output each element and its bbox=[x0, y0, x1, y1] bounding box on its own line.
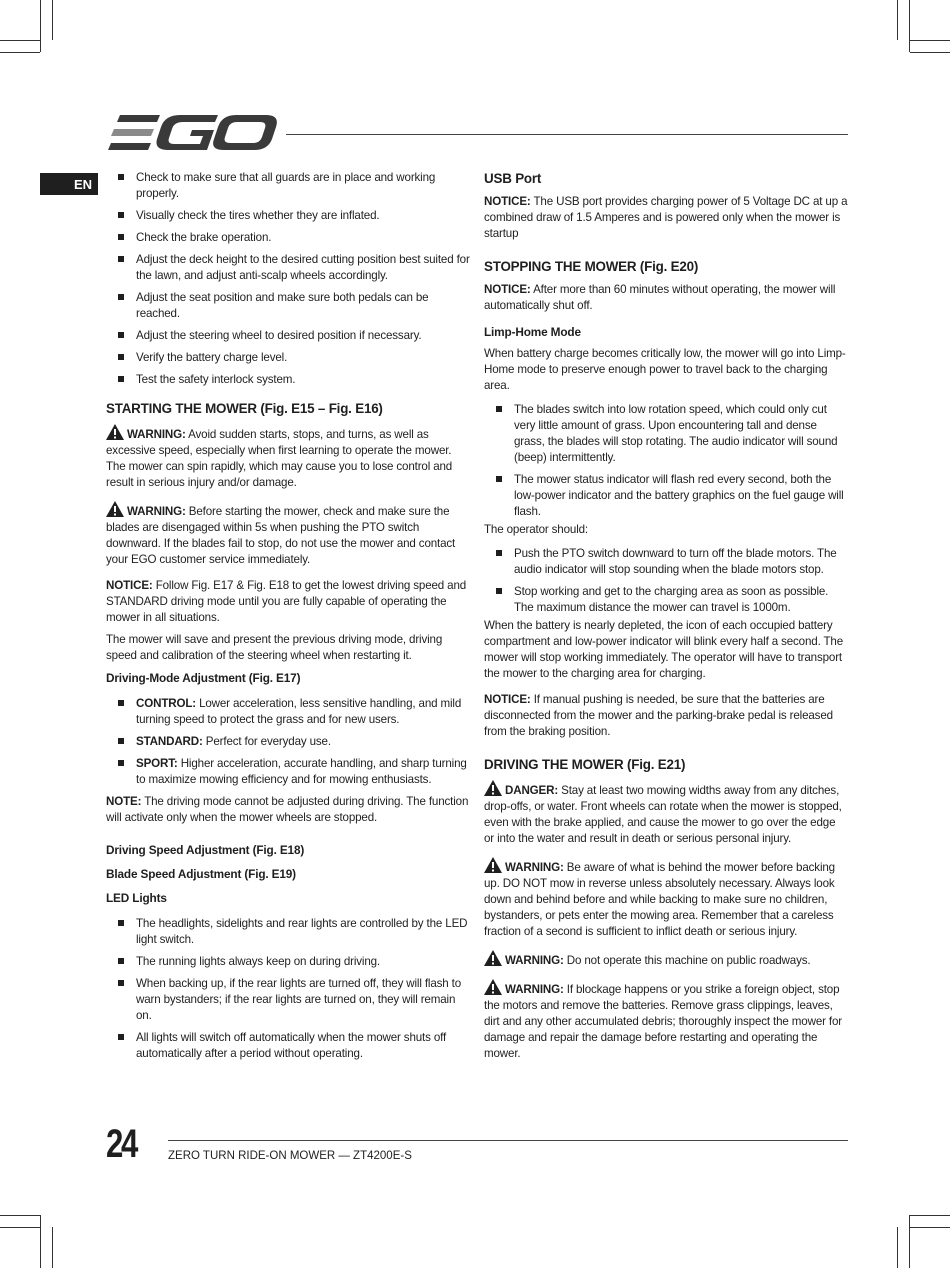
list-item: Test the safety interlock system. bbox=[106, 372, 472, 388]
mode-label: SPORT: bbox=[136, 757, 178, 770]
warning-text: Avoid sudden starts, stops, and turns, as well as excessive speed, especially when first learning to operate the mower. The mower can spin rapidly, which may cause you to lose control and result in serious injury and/or damage. bbox=[106, 428, 453, 489]
ego-logo bbox=[108, 113, 278, 153]
footer-title: ZERO TURN RIDE-ON MOWER — ZT4200E-S bbox=[168, 1150, 412, 1162]
driving-heading: DRIVING THE MOWER (Fig. E21) bbox=[484, 757, 686, 772]
crop-mark bbox=[910, 40, 950, 41]
list-item: Adjust the seat position and make sure both pedals can be reached. bbox=[106, 290, 472, 322]
warning-icon bbox=[484, 950, 502, 966]
depleted-paragraph: When the battery is nearly depleted, the icon of each occupied battery compartment and low-power indicator will blink every half a second. The mower will stop working immediately. The operator will have to transport the mower to the charging area for charging. bbox=[484, 619, 844, 680]
usb-heading: USB Port bbox=[484, 171, 542, 186]
danger-text: Stay at least two mowing widths away from any ditches, drop-offs, or water. Front wheels can rotate when the mower is stopped, even with the brake applied, and cause the mower to go over the edge or into the water and result in death or serious personal injury. bbox=[484, 784, 842, 845]
notice-text: If manual pushing is needed, be sure that the batteries are disconnected from the mower and the parking-brake pedal is released from the braking position. bbox=[484, 693, 833, 738]
language-tab bbox=[40, 173, 98, 195]
notice-paragraph bbox=[106, 578, 472, 626]
crop-mark bbox=[910, 52, 950, 53]
crop-mark bbox=[897, 0, 898, 40]
mode-text: Higher acceleration, accurate handling, and sharp turning to maximize mowing efficiency and for mowing enthusiasts. bbox=[136, 757, 467, 786]
crop-mark bbox=[0, 1215, 40, 1216]
right-column bbox=[484, 170, 848, 1068]
header-rule bbox=[286, 134, 848, 135]
warning-text: Do not operate this machine on public roadways. bbox=[566, 954, 811, 967]
notice-paragraph bbox=[484, 692, 848, 740]
list-item: Adjust the deck height to the desired cutting position best suited for the lawn, and adjust anti-scalp wheels accordingly. bbox=[106, 252, 472, 284]
list-item: Stop working and get to the charging area as soon as possible. The maximum distance the mower can travel is 1000m. bbox=[484, 584, 848, 616]
warning-label: WARNING: bbox=[505, 861, 564, 874]
mode-item bbox=[106, 696, 472, 728]
mode-label: STANDARD: bbox=[136, 735, 203, 748]
crop-mark bbox=[0, 40, 40, 41]
blade-speed-heading: Blade Speed Adjustment (Fig. E19) bbox=[106, 867, 296, 881]
warning-paragraph bbox=[484, 979, 848, 1062]
page-number: 24 bbox=[106, 1122, 137, 1166]
list-item: When backing up, if the rear lights are turned off, they will flash to warn bystanders; if the rear lights are turned on, they will remain on. bbox=[106, 976, 472, 1024]
warning-text: Before starting the mower, check and make sure the blades are disengaged within 5s when pushing the PTO switch downward. If the blades fail to stop, do not use the mower and contact your EGO customer service immediately. bbox=[106, 505, 456, 566]
crop-mark bbox=[910, 1215, 950, 1216]
driving-speed-heading: Driving Speed Adjustment (Fig. E18) bbox=[106, 843, 305, 857]
warning-icon bbox=[106, 501, 124, 517]
list-item: Push the PTO switch downward to turn off the blade motors. The audio indicator will stop sounding when the blade motors stop. bbox=[484, 546, 848, 578]
warning-paragraph bbox=[484, 950, 848, 969]
crop-mark bbox=[0, 1227, 40, 1228]
starting-heading: STARTING THE MOWER (Fig. E15 – Fig. E16) bbox=[106, 401, 383, 416]
list-item: Verify the battery charge level. bbox=[106, 350, 472, 366]
led-list bbox=[106, 916, 472, 1062]
crop-mark bbox=[0, 52, 40, 53]
mode-text: Lower acceleration, less sensitive handling, and mild turning speed to protect the grass and for new users. bbox=[136, 697, 462, 726]
warning-paragraph bbox=[484, 857, 848, 940]
stopping-heading: STOPPING THE MOWER (Fig. E20) bbox=[484, 259, 699, 274]
mode-text: Perfect for everyday use. bbox=[205, 735, 331, 748]
notice-text: Follow Fig. E17 & Fig. E18 to get the lowest driving speed and STANDARD driving mode until you are fully capable of operating the mower in all situations. bbox=[106, 579, 467, 624]
mode-label: CONTROL: bbox=[136, 697, 196, 710]
list-item: Visually check the tires whether they are inflated. bbox=[106, 208, 472, 224]
list-item: The running lights always keep on during driving. bbox=[106, 954, 472, 970]
notice-label: NOTICE: bbox=[106, 579, 153, 592]
footer-rule bbox=[168, 1140, 848, 1141]
notice-label: NOTICE: bbox=[484, 693, 531, 706]
crop-mark bbox=[909, 0, 910, 52]
warning-text: Be aware of what is behind the mower before backing up. DO NOT mow in reverse unless absolutely necessary. Always look down and behind before and while backing to make sure no children, bystanders, or pets enter the mowing area. Remember that a careless fraction of a second is sufficient to inflict death or serious injury. bbox=[484, 861, 835, 938]
note-paragraph bbox=[106, 794, 472, 826]
limp-home-list bbox=[484, 402, 848, 520]
danger-paragraph bbox=[484, 780, 848, 847]
warning-icon bbox=[484, 857, 502, 873]
crop-mark bbox=[910, 1227, 950, 1228]
warning-label: WARNING: bbox=[127, 505, 186, 518]
warning-text: If blockage happens or you strike a foreign object, stop the motors and remove the batteries. Remove grass clippings, leaves, dirt and any other accumulated debris; thoroughly inspect the mower for damage and repair the damage before restarting and operating the mower. bbox=[484, 983, 842, 1060]
list-item: Check to make sure that all guards are in place and working properly. bbox=[106, 170, 472, 202]
mode-item bbox=[106, 734, 472, 750]
operator-list bbox=[484, 546, 848, 616]
language-label: EN bbox=[73, 176, 92, 192]
warning-paragraph bbox=[106, 424, 472, 491]
notice-text: The USB port provides charging power of 5 Voltage DC at up a combined draw of 1.5 Amperes and is powered only when the mower is startup bbox=[484, 195, 848, 240]
driving-mode-list bbox=[106, 696, 472, 788]
list-item: Check the brake operation. bbox=[106, 230, 472, 246]
pre-start-checklist bbox=[106, 170, 472, 388]
crop-mark bbox=[40, 0, 41, 52]
list-item: All lights will switch off automatically when the mower shuts off automatically after a period without operating. bbox=[106, 1030, 472, 1062]
crop-mark bbox=[897, 1227, 898, 1268]
warning-icon bbox=[106, 424, 124, 440]
warning-label: WARNING: bbox=[127, 428, 186, 441]
danger-icon bbox=[484, 780, 502, 796]
operator-should: The operator should: bbox=[484, 523, 588, 536]
notice-paragraph bbox=[484, 194, 848, 242]
left-column bbox=[106, 170, 472, 1068]
notice-paragraph bbox=[484, 282, 848, 314]
warning-paragraph bbox=[106, 501, 472, 568]
warning-icon bbox=[484, 979, 502, 995]
note-label: NOTE: bbox=[106, 795, 142, 808]
crop-mark bbox=[40, 1215, 41, 1268]
limp-home-paragraph: When battery charge becomes critically low, the mower will go into Limp-Home mode to preserve enough power to travel back to the charging area. bbox=[484, 347, 846, 392]
mode-item bbox=[106, 756, 472, 788]
note-text: The driving mode cannot be adjusted during driving. The function will activate only when the mower wheels are stopped. bbox=[106, 795, 469, 824]
notice-text: After more than 60 minutes without operating, the mower will automatically shut off. bbox=[484, 283, 836, 312]
list-item: The mower status indicator will flash red every second, both the low-power indicator and the battery graphics on the fuel gauge will flash. bbox=[484, 472, 848, 520]
led-heading: LED Lights bbox=[106, 891, 167, 905]
crop-mark bbox=[52, 0, 53, 40]
notice-label: NOTICE: bbox=[484, 283, 531, 296]
list-item: Adjust the steering wheel to desired position if necessary. bbox=[106, 328, 472, 344]
crop-mark bbox=[52, 1227, 53, 1268]
list-item: The headlights, sidelights and rear lights are controlled by the LED light switch. bbox=[106, 916, 472, 948]
driving-mode-heading: Driving-Mode Adjustment (Fig. E17) bbox=[106, 671, 301, 685]
list-item: The blades switch into low rotation speed, which could only cut very little amount of grass. Upon encountering tall and dense grass, the blades will stop rotating. The audio indicator will sound (beep) intermittently. bbox=[484, 402, 848, 466]
warning-label: WARNING: bbox=[505, 983, 564, 996]
crop-mark bbox=[909, 1215, 910, 1268]
warning-label: WARNING: bbox=[505, 954, 564, 967]
notice-label: NOTICE: bbox=[484, 195, 531, 208]
danger-label: DANGER: bbox=[505, 784, 559, 797]
limp-home-heading: Limp-Home Mode bbox=[484, 325, 581, 339]
save-mode-paragraph: The mower will save and present the previous driving mode, driving speed and calibration of the steering wheel when restarting it. bbox=[106, 633, 443, 662]
